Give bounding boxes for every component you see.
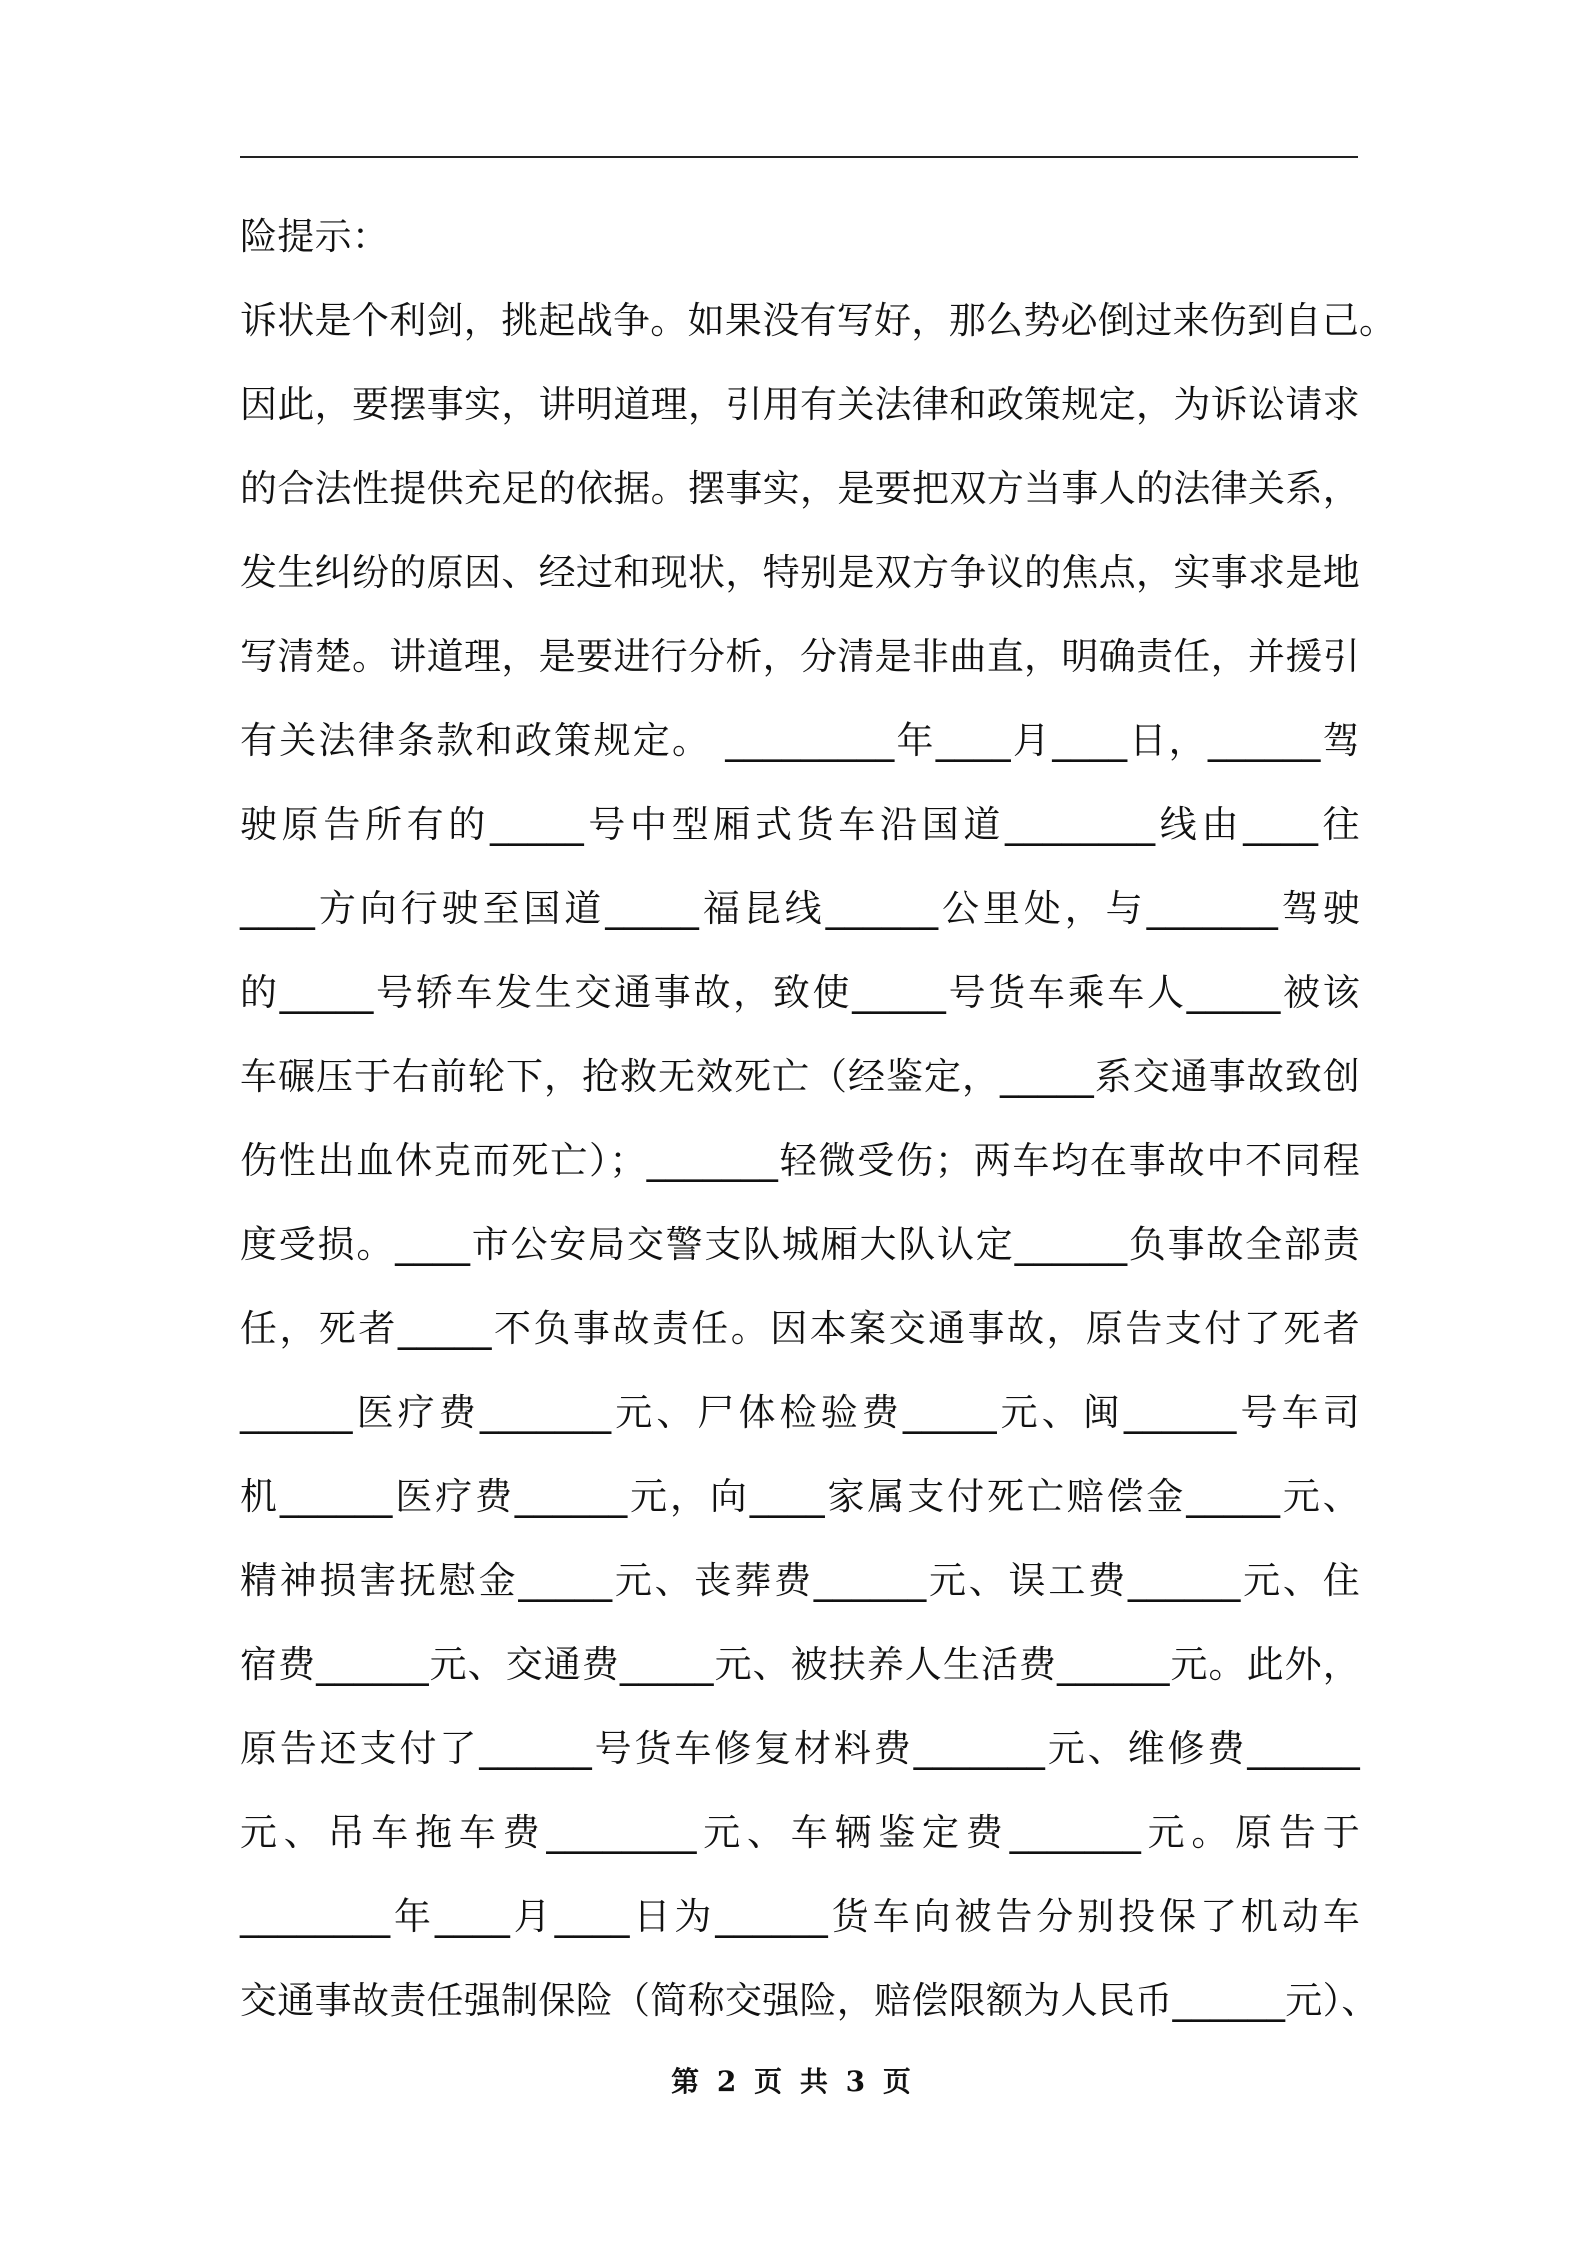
text-line: 写清楚。讲道理，是要进行分析，分清是非曲直，明确责任，并援引	[240, 635, 1360, 678]
text-line: 驶原告所有的_____号中型厢式货车沿国道________线由____往	[240, 803, 1360, 846]
text-line: 因此，要摆事实，讲明道理，引用有关法律和政策规定，为诉讼请求	[240, 383, 1360, 426]
text-line: 伤性出血休克而死亡）；_______轻微受伤；两车均在事故中不同程	[240, 1139, 1360, 1182]
text-line: ____方向行驶至国道_____福昆线______公里处，与_______驾驶	[240, 887, 1360, 930]
text-line: 险提示：	[240, 215, 390, 258]
text-line: 任，死者_____不负事故责任。因本案交通事故，原告支付了死者	[240, 1307, 1360, 1350]
body-text	[240, 195, 1397, 2043]
text-line: 诉状是个利剑，挑起战争。如果没有写好，那么势必倒过来伤到自己。	[240, 299, 1397, 342]
text-line: 的_____号轿车发生交通事故，致使_____号货车乘车人_____被该	[240, 971, 1360, 1014]
text-line: 有关法律条款和政策规定。 _________年____月____日，______驾	[240, 719, 1360, 762]
text-line: ______医疗费_______元、尸体检验费_____元、闽______号车司	[240, 1391, 1360, 1434]
text-line: 度受损。____市公安局交警支队城厢大队认定______负事故全部责	[240, 1223, 1360, 1266]
text-line: 元、吊车拖车费________元、车辆鉴定费_______元。原告于	[240, 1811, 1360, 1854]
text-line: 机______医疗费______元，向____家属支付死亡赔偿金_____元、	[240, 1475, 1360, 1518]
text-line: ________年____月____日为______货车向被告分别投保了机动车	[240, 1895, 1360, 1938]
text-line: 原告还支付了______号货车修复材料费_______元、维修费______	[240, 1727, 1360, 1770]
header-rule	[240, 156, 1358, 158]
text-line: 发生纠纷的原因、经过和现状，特别是双方争议的焦点，实事求是地	[240, 551, 1360, 594]
text-line: 车碾压于右前轮下，抢救无效死亡（经鉴定，_____系交通事故致创	[240, 1055, 1360, 1098]
text-line: 精神损害抚慰金_____元、丧葬费______元、误工费______元、住	[240, 1559, 1360, 1602]
text-line: 的合法性提供充足的依据。摆事实，是要把双方当事人的法律关系，	[240, 467, 1360, 510]
page-number-footer: 第 2 页 共 3 页	[671, 2065, 915, 2098]
text-line: 宿费______元、交通费_____元、被扶养人生活费______元。此外，	[240, 1643, 1360, 1686]
text-line: 交通事故责任强制保险（简称交强险，赔偿限额为人民币______元）、	[240, 1979, 1379, 2022]
